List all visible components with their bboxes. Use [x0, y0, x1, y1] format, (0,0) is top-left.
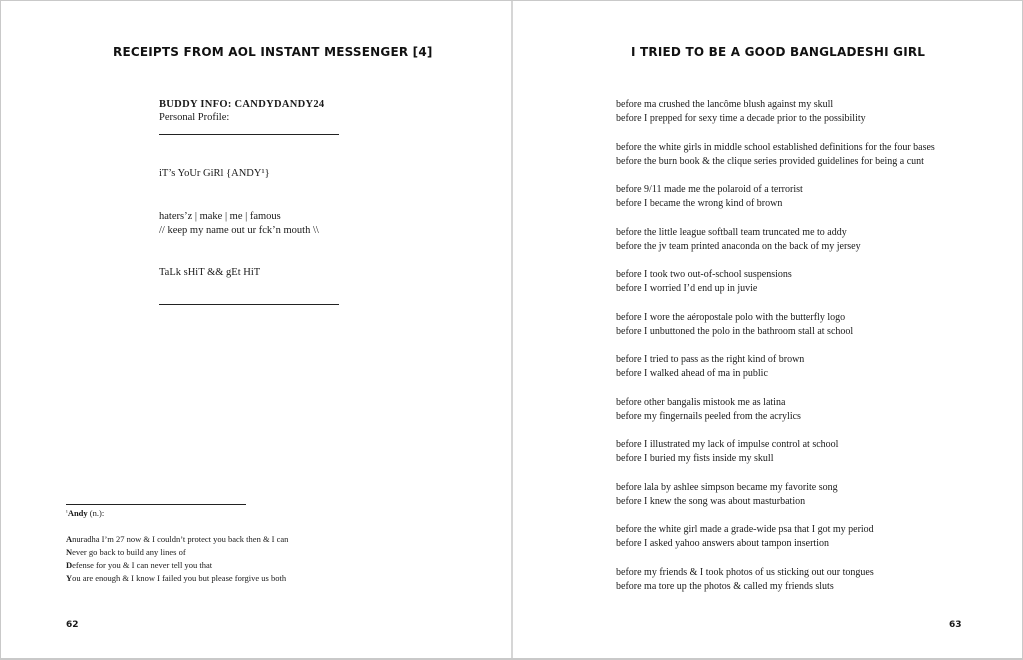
poem-stanza	[616, 98, 866, 126]
profile-line-4: TaLk sHiT && gEt HiT	[159, 267, 261, 278]
profile-line-1: iT’s YoUr GiRl {ANDY¹}	[159, 168, 270, 179]
profile-line-2: haters’z | make | me | famous	[159, 211, 281, 222]
book-spread	[1, 1, 1022, 658]
poem-line: before I prepped for sexy time a decade prior to the possibility	[616, 113, 866, 125]
poem-line: before I knew the song was about masturbation	[616, 495, 806, 507]
footnote-initial: Y	[66, 573, 73, 583]
poem-line: before lala by ashlee simpson became my favorite song	[616, 481, 838, 493]
poem-line: before the burn book & the clique series provided guidelines for being a cunt	[616, 155, 924, 167]
left-page	[1, 1, 511, 658]
poem-stanza	[616, 226, 861, 254]
poem-line: before 9/11 made me the polaroid of a terrorist	[616, 184, 803, 195]
buddy-info-heading: BUDDY INFO: CANDYDANDY24	[159, 99, 325, 110]
poem-stanza	[616, 438, 838, 466]
footnote-text: efense for you & I can never tell you that	[72, 560, 213, 570]
footnote-initial: N	[66, 547, 73, 557]
footnote-pos: (n.):	[87, 508, 105, 518]
poem-line: before ma tore up the photos & called my friends sluts	[616, 580, 834, 592]
poem-stanza	[616, 268, 792, 296]
poem-stanza	[616, 311, 853, 339]
footnote-line-2	[66, 546, 186, 560]
poem-line: before I unbuttoned the polo in the bathroom stall at school	[616, 325, 854, 337]
footnote-text: ou are enough & I know I failed you but please forgive us both	[72, 573, 287, 583]
poem-stanza	[616, 353, 804, 381]
footnote-line-1	[66, 533, 288, 547]
poem-stanza	[616, 566, 874, 594]
poem-line: before the white girls in middle school established definitions for the four bases	[616, 141, 935, 153]
footnote-text: nuradha I’m 27 now & I couldn’t protect you back then & I can	[72, 534, 289, 544]
footnote-line-3	[66, 559, 212, 573]
right-page-title: I TRIED TO BE A GOOD BANGLADESHI GIRL	[631, 45, 926, 59]
poem-line: before my fingernails peeled from the acrylics	[616, 410, 801, 422]
poem-line: before other bangalis mistook me as latina	[616, 396, 786, 408]
poem-line: before the jv team printed anaconda on the back of my jersey	[616, 240, 861, 252]
poem-line: before I asked yahoo answers about tampon insertion	[616, 538, 829, 550]
poem-stanza	[616, 141, 935, 169]
left-page-number: 62	[66, 620, 79, 630]
footnote-rule	[66, 504, 246, 505]
right-page	[513, 1, 1022, 658]
profile-bottom-rule	[159, 304, 339, 305]
footnote-heading	[66, 507, 104, 521]
poem-stanza	[616, 396, 801, 424]
poem-line: before ma crushed the lancôme blush against my skull	[616, 99, 834, 110]
poem-stanza	[616, 183, 803, 211]
poem-line: before I took two out-of-school suspensions	[616, 269, 792, 280]
personal-profile-label: Personal Profile:	[159, 112, 230, 123]
poem-stanza	[616, 481, 838, 509]
footnote-text: ever go back to build any lines of	[72, 547, 186, 557]
left-page-title: RECEIPTS FROM AOL INSTANT MESSENGER [4]	[113, 45, 433, 59]
poem-line: before my friends & I took photos of us sticking out our tongues	[616, 566, 874, 578]
poem-line: before I buried my fists inside my skull	[616, 453, 774, 465]
poem-line: before I tried to pass as the right kind of brown	[616, 354, 805, 365]
poem-line: before I illustrated my lack of impulse control at school	[616, 439, 839, 450]
poem-line: before the little league softball team truncated me to addy	[616, 226, 847, 238]
footnote-marker: ¹	[66, 510, 68, 516]
poem-stanza	[616, 523, 874, 551]
poem-line: before I wore the aéropostale polo with the butterfly logo	[616, 311, 846, 323]
poem-line: before I walked ahead of ma in public	[616, 368, 768, 380]
poem-line: before I worried I’d end up in juvie	[616, 283, 758, 295]
profile-line-3: // keep my name out ur fck’n mouth \\	[159, 225, 319, 236]
poem-line: before the white girl made a grade-wide psa that I got my period	[616, 524, 874, 535]
footnote-initial: A	[66, 534, 73, 544]
right-page-number: 63	[949, 620, 962, 630]
poem-line: before I became the wrong kind of brown	[616, 198, 783, 210]
footnote-initial: D	[66, 560, 73, 570]
footnote-term: Andy	[67, 508, 88, 518]
footnote-line-4	[66, 572, 286, 586]
buddy-info-block	[159, 98, 324, 124]
profile-top-rule	[159, 134, 339, 135]
